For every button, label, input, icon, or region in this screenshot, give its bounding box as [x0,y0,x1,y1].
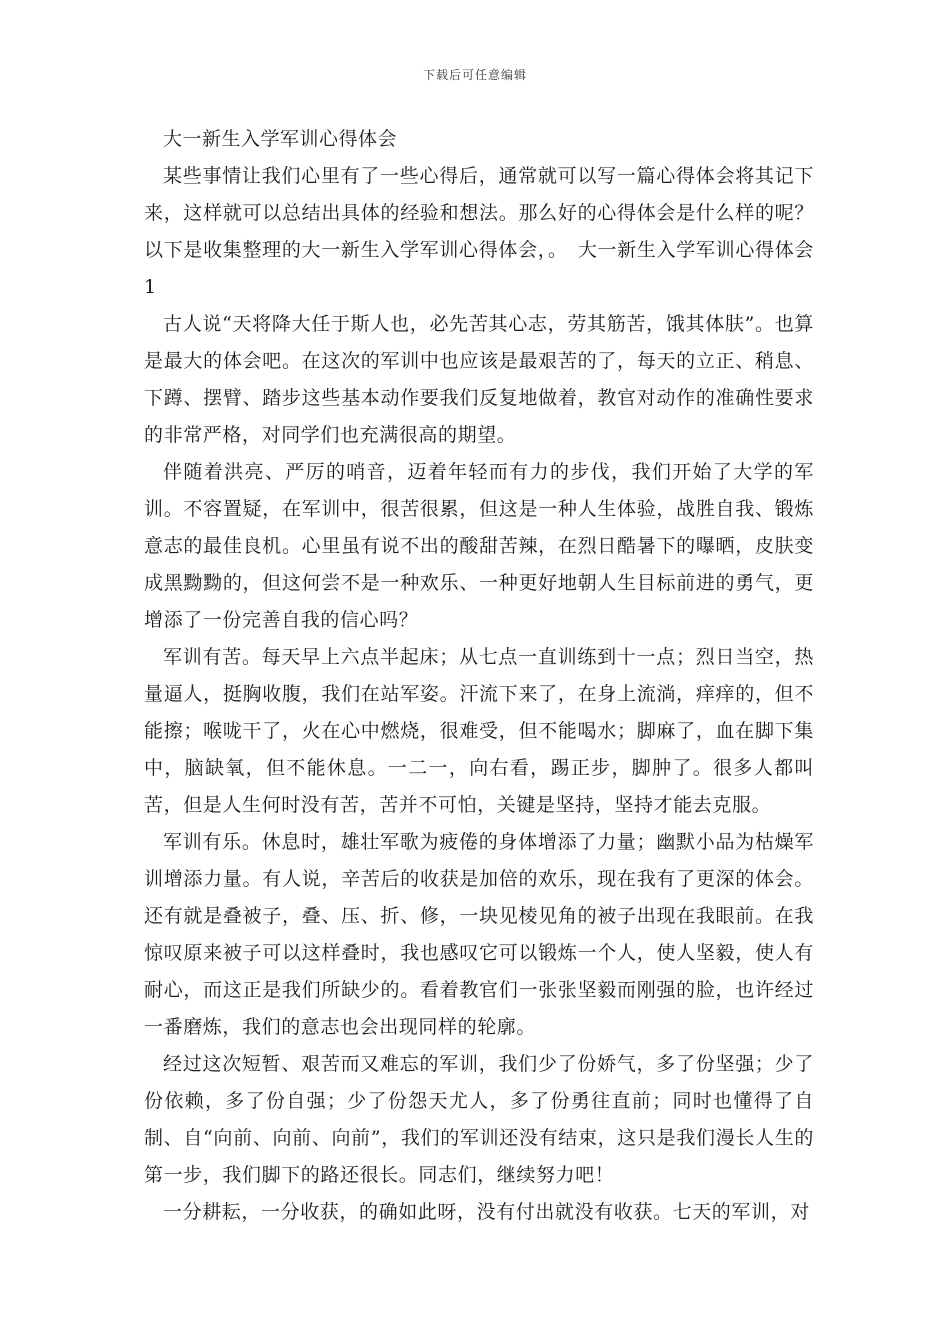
paragraph-1: 古人说“天将降大任于斯人也，必先苦其心志，劳其筋苦，饿其体肤”。也算是最大的体会吧。在这次的军训中也应该是最艰苦的了，每天的立正、稍息、下蹲、摆臂、踏步这些基本动作要我们反复地做着，教官对动作的准确性要求的非常严格，对同学们也充满很高的期望。 [144,313,814,446]
paragraph-intro: 某些事情让我们心里有了一些心得后，通常就可以写一篇心得体会将其记下来，这样就可以总结出具体的经验和想法。那么好的心得体会是什么样的呢？以下是收集整理的大一新生入学军训心得体会，。 大一新生入学军训心得体会1 [144,165,814,298]
paragraph-6: 一分耕耘，一分收获，的确如此呀，没有付出就没有收获。七天的军训，对 [163,1201,810,1223]
paragraph-2: 伴随着洪亮、严厉的哨音，迈着年轻而有力的步伐，我们开始了大学的军训。不容置疑，在军训中，很苦很累，但这是一种人生体验，战胜自我、锻炼意志的最佳良机。心里虽有说不出的酸甜苦辣，在烈日酷暑下的曝晒，皮肤变成黑黝黝的，但这何尝不是一种欢乐、一种更好地朝人生目标前进的勇气，更增添了一份完善自我的信心吗？ [144,461,814,631]
document-body [144,120,814,1231]
paragraph-4: 军训有乐。休息时，雄壮军歌为疲倦的身体增添了力量；幽默小品为枯燥军训增添力量。有人说，辛苦后的收获是加倍的欢乐，现在我有了更深的体会。还有就是叠被子，叠、压、折、修，一块见棱见角的被子出现在我眼前。在我惊叹原来被子可以这样叠时，我也感叹它可以锻炼一个人，使人坚毅，使人有耐心，而这正是我们所缺少的。看着教官们一张张坚毅而刚强的脸，也许经过一番磨炼，我们的意志也会出现同样的轮廓。 [144,831,814,1038]
document-title: 大一新生入学军训心得体会 [163,128,398,150]
page-header: 下载后可任意编辑 [422,68,527,82]
paragraph-5: 经过这次短暂、艰苦而又难忘的军训，我们少了份娇气，多了份坚强；少了份依赖，多了份自强；少了份怨天尤人，多了份勇往直前；同时也懂得了自制、自“向前、向前、向前”，我们的军训还没有结束，这只是我们漫长人生的第一步，我们脚下的路还很长。同志们，继续努力吧！ [144,1053,814,1186]
paragraph-3: 军训有苦。每天早上六点半起床；从七点一直训练到十一点；烈日当空，热量逼人，挺胸收腹，我们在站军姿。汗流下来了，在身上流淌，痒痒的，但不能擦；喉咙干了，火在心中燃烧，很难受，但不能喝水；脚麻了，血在脚下集中，脑缺氧，但不能休息。一二一，向右看，踢正步，脚肿了。很多人都叫苦，但是人生何时没有苦，苦并不可怕，关键是坚持，坚持才能去克服。 [144,646,814,816]
